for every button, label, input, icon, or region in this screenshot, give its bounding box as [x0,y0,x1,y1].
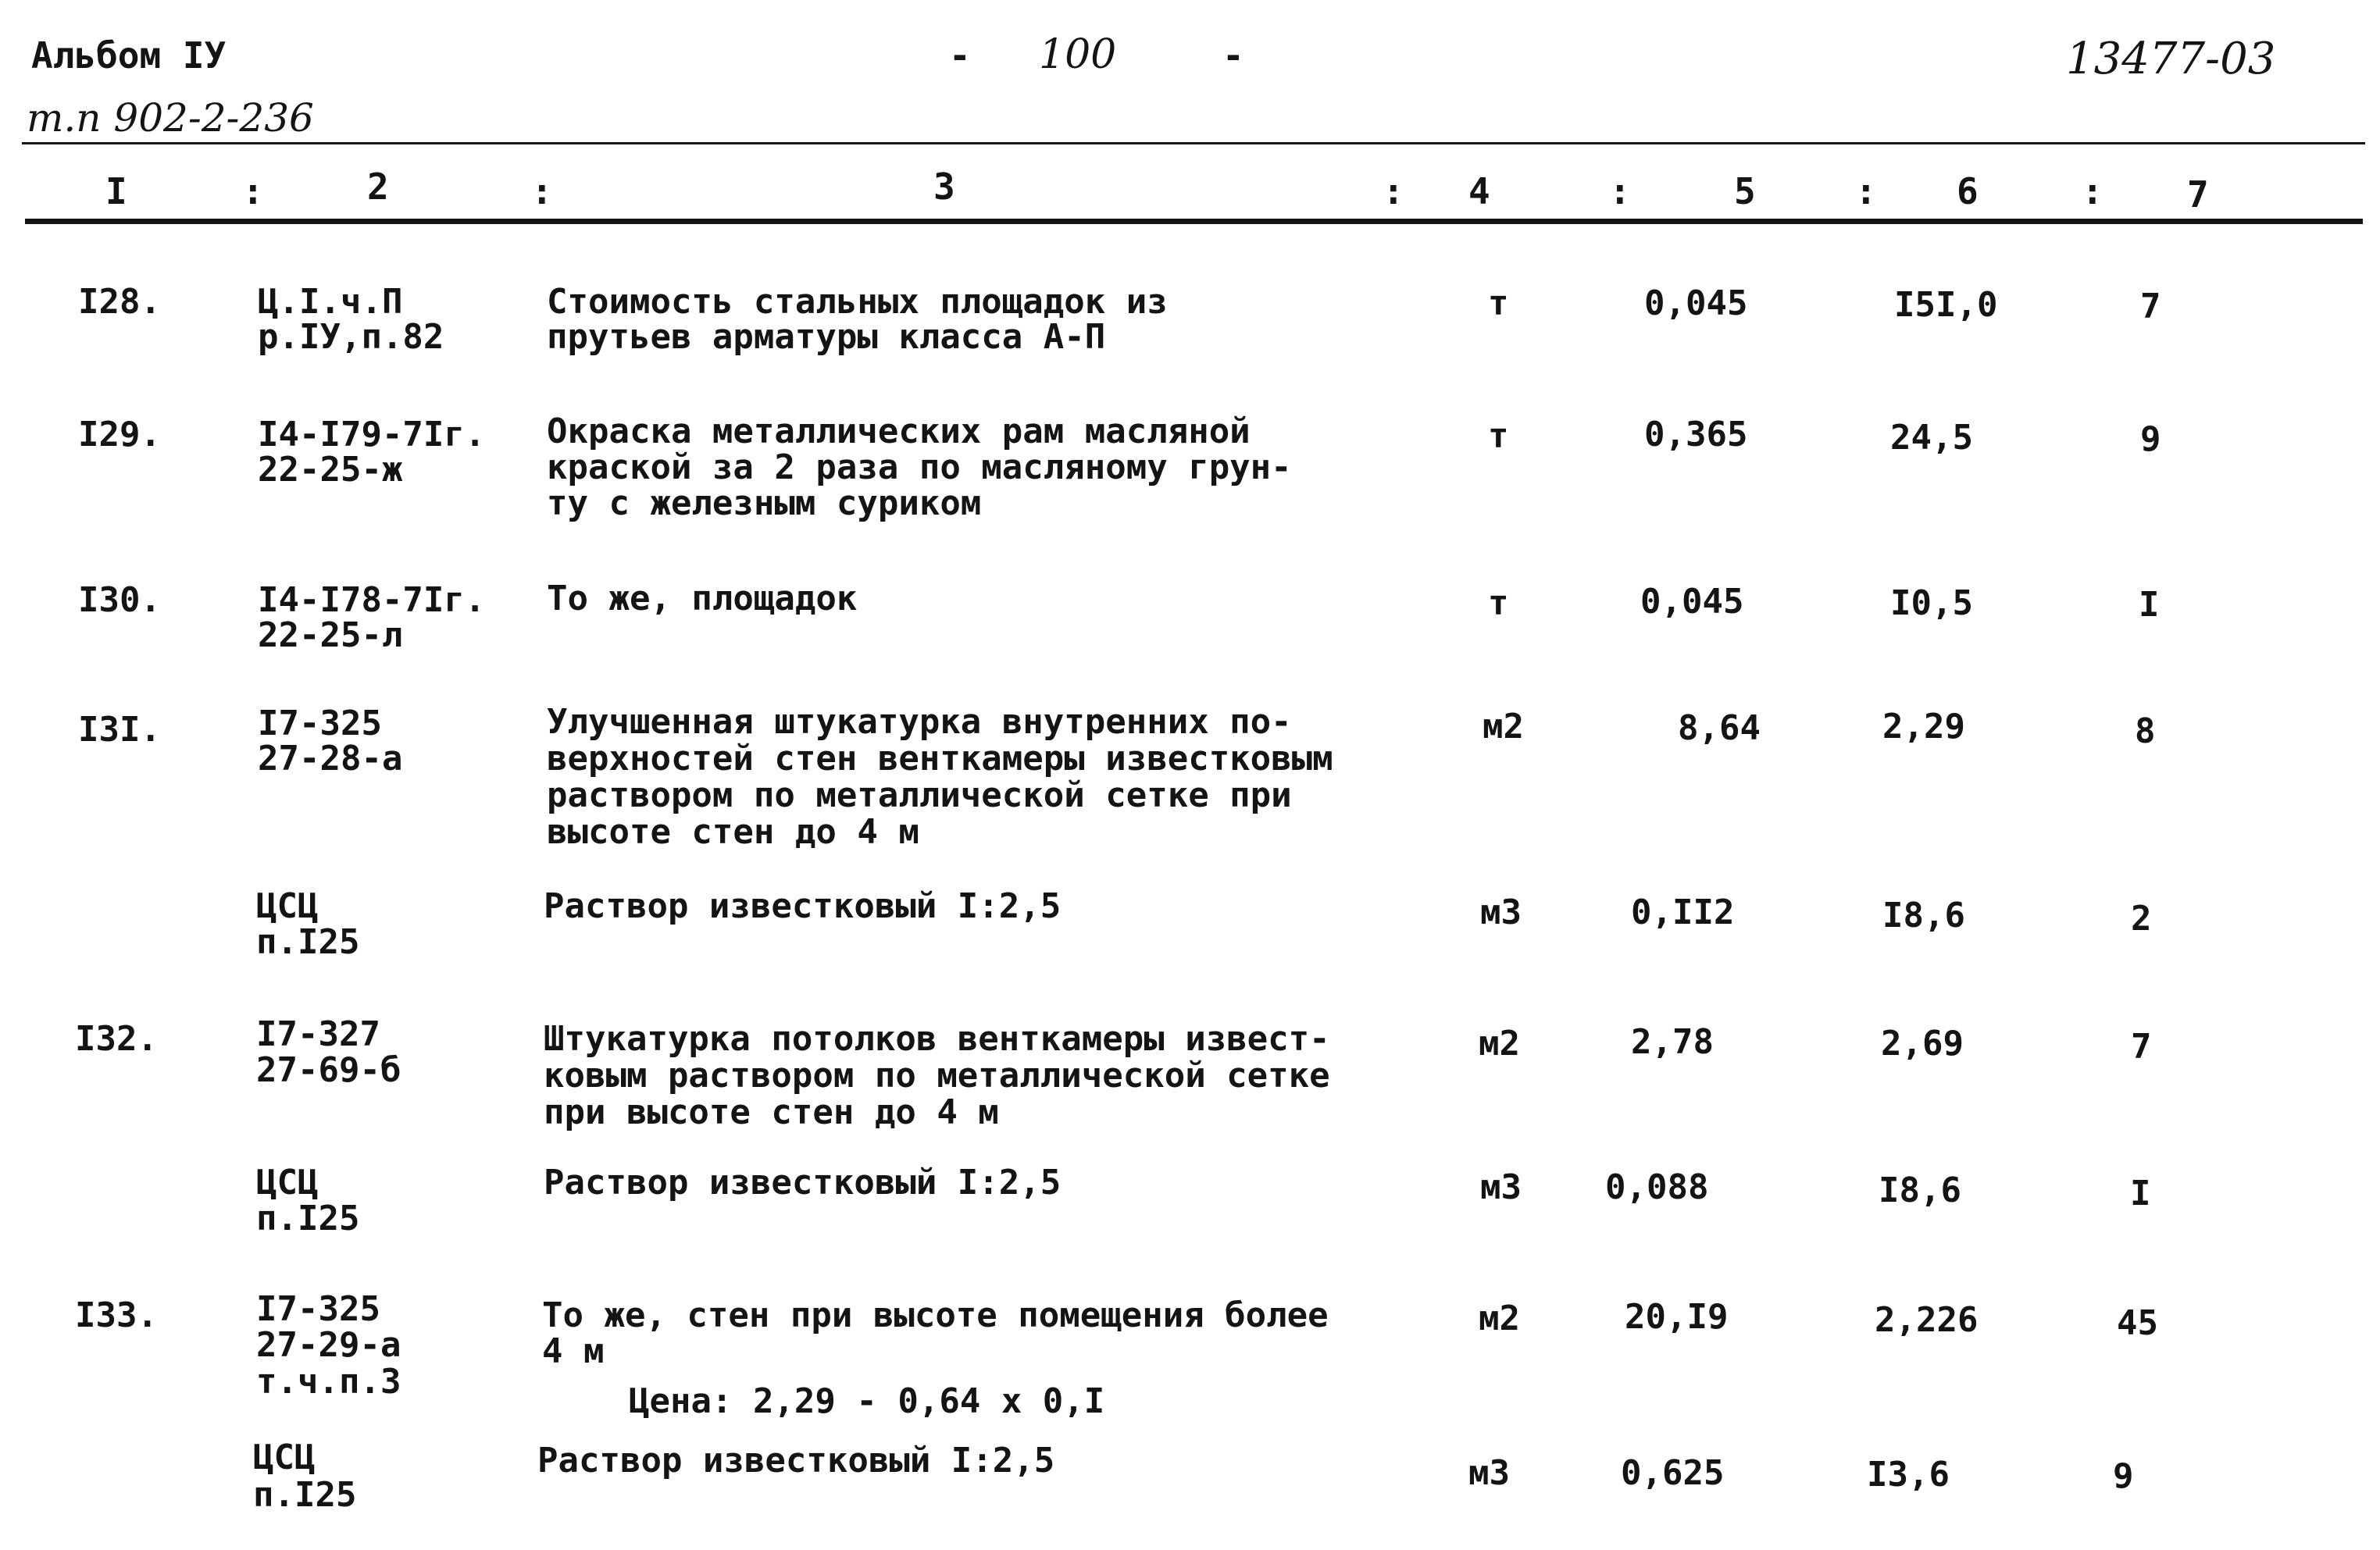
column-header-5: 5 [1734,170,1756,212]
quantity: 0,365 [1644,415,1748,454]
norm-code-line: р.IУ,п.82 [258,317,444,357]
quantity: 20,I9 [1625,1297,1729,1337]
column-header-6: 6 [1957,170,1979,212]
column-header-2: 2 [367,166,389,208]
total-cost: 7 [2140,287,2161,326]
unit: т [1488,416,1509,456]
norm-code-line: ЦСЦ [256,886,319,926]
quantity: 0,625 [1621,1453,1725,1493]
total-cost: I [2139,585,2160,625]
column-header-1: I [105,170,127,212]
page-dash-left: - [949,34,971,77]
header-underline [22,142,2365,144]
norm-code-line: Ц.I.ч.П [258,282,403,322]
work-description-line: Штукатурка потолков венткамеры извест- [544,1019,1330,1059]
column-header-3: 3 [933,166,955,208]
work-description-line: 4 м [542,1331,605,1371]
work-description-line: Раствор известковый I:2,5 [537,1441,1055,1481]
norm-code-line: I7-325 [256,1289,380,1329]
work-description-line: прутьев арматуры класса А-П [547,317,1106,357]
row-number: I33. [75,1295,158,1335]
row-number: I29. [78,415,161,454]
unit-price: 2,69 [1881,1024,1964,1064]
quantity: 0,II2 [1631,893,1735,932]
total-cost: 2 [2131,899,2152,939]
unit-price: 24,5 [1890,418,1973,458]
column-separator: : [1609,170,1631,212]
row-number: I28. [78,282,161,322]
total-cost: 9 [2140,419,2161,459]
column-header-7: 7 [2187,173,2209,216]
column-header-rule [25,219,2363,224]
work-description-line: Раствор известковый I:2,5 [544,1163,1062,1203]
work-description-line: ковым раствором по металлической сетке [544,1056,1330,1096]
quantity: 2,78 [1631,1022,1714,1062]
norm-code-line: I7-327 [256,1014,380,1054]
page-number: 100 [1039,31,1117,78]
column-separator: : [1383,170,1404,212]
unit-price: I0,5 [1890,583,1973,623]
document-number: 13477-03 [2066,34,2276,84]
norm-code-line: ЦСЦ [256,1163,319,1203]
total-cost: 7 [2131,1027,2152,1067]
work-description-line: ту с железным суриком [547,483,982,523]
column-separator: : [531,170,553,212]
unit-price: I8,6 [1879,1171,1961,1210]
norm-code-line: 27-69-б [256,1050,401,1090]
quantity: 0,045 [1640,582,1744,622]
work-description-line: при высоте стен до 4 м [544,1092,999,1132]
unit: м2 [1483,707,1524,746]
work-description-line: Стоимость стальных площадок из [547,282,1168,322]
quantity: 8,64 [1678,708,1761,748]
norm-code-line: I4-I79-7Iг. [258,415,486,454]
norm-code-line: 27-29-а [256,1325,401,1365]
norm-code-line: 22-25-ж [258,450,403,490]
column-header-4: 4 [1468,170,1490,212]
total-cost: 8 [2135,711,2156,751]
work-description-line: высоте стен до 4 м [547,812,919,852]
norm-code-line: т.ч.п.3 [256,1362,401,1402]
work-description-line: краской за 2 раза по масляному грун- [547,447,1292,487]
column-separator: : [242,170,264,212]
work-description-line: раствором по металлической сетке при [547,775,1292,815]
unit-price: I3,6 [1867,1455,1950,1495]
norm-code-line: I4-I78-7Iг. [258,580,486,620]
work-description-line: Раствор известковый I:2,5 [544,886,1062,926]
album-label: Альбом IУ [31,34,227,77]
total-cost: 45 [2117,1303,2158,1343]
norm-code-line: I7-325 [258,704,382,743]
row-number: I3I. [78,710,161,750]
unit: м3 [1480,893,1522,932]
work-description-line: верхностей стен венткамеры известковым [547,739,1333,779]
page-dash-right: - [1222,34,1244,77]
work-description-line: То же, стен при высоте помещения более [542,1295,1329,1335]
total-cost: I [2130,1174,2151,1213]
unit-price: 2,29 [1882,707,1965,746]
norm-code-line: ЦСЦ [253,1438,316,1477]
unit: м2 [1479,1024,1520,1064]
work-description-line: Улучшенная штукатурка внутренних по- [547,702,1292,742]
price-formula-note: Цена: 2,29 - 0,64 х 0,I [629,1381,1105,1421]
unit: т [1488,283,1509,323]
row-number: I32. [75,1019,158,1059]
quantity: 0,088 [1605,1167,1709,1207]
norm-code-line: п.I25 [253,1475,357,1515]
column-separator: : [2082,170,2103,212]
unit: т [1488,583,1509,623]
unit: м3 [1468,1453,1510,1493]
column-separator: : [1855,170,1877,212]
unit: м3 [1480,1167,1522,1207]
unit-price: I5I,0 [1894,285,1998,325]
norm-code-line: п.I25 [256,922,360,962]
norm-code-line: 27-28-а [258,739,403,779]
unit: м2 [1479,1299,1520,1338]
unit-price: 2,226 [1875,1300,1979,1340]
unit-price: I8,6 [1882,896,1965,935]
project-code: т.п 902-2-236 [27,95,314,141]
work-description-line: То же, площадок [547,579,858,618]
total-cost: 9 [2113,1456,2134,1496]
work-description-line: Окраска металлических рам масляной [547,412,1251,451]
quantity: 0,045 [1644,283,1748,323]
norm-code-line: 22-25-л [258,615,403,655]
row-number: I30. [78,580,161,620]
norm-code-line: п.I25 [256,1199,360,1238]
